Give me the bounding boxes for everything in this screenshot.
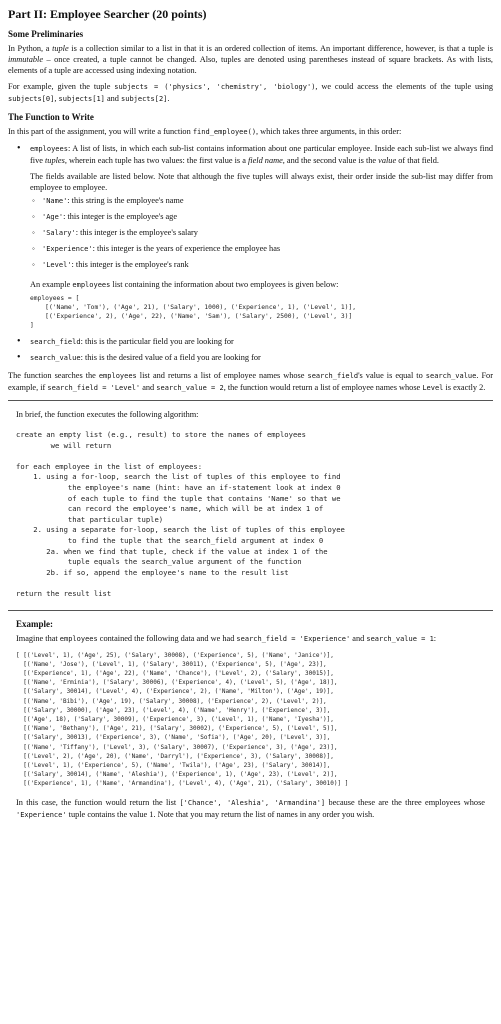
argument-employees-desc	[30, 143, 493, 166]
text: .	[167, 94, 170, 103]
text: : this integer is the employee's salary	[75, 228, 198, 237]
text: Imagine that	[16, 633, 60, 643]
text: , the function would return a list of employee names whose	[223, 383, 423, 392]
emphasis: field name	[247, 156, 283, 165]
emphasis-immutable: immutable	[8, 55, 44, 64]
text: : A list of lists, in which each sub-list contains information about one particular employee. Inside each sub-list we always find five	[30, 144, 493, 165]
text: list containing the information about two employees is given below:	[110, 280, 339, 289]
text: list and returns a list of employee names whose	[136, 371, 308, 380]
fields-paragraph: The fields available are listed below. Note that although the five tuples will always exist, their order inside the sub-list may differ from employee to employee.	[30, 172, 493, 192]
text: : this integer is the employee's rank	[71, 260, 189, 269]
text: and	[104, 94, 122, 103]
text: is a collection similar to a list in that it is an ordered collection of items. An important difference, however, is that a tuple is	[68, 44, 493, 53]
text: :	[433, 633, 437, 643]
inline-code: search_field	[30, 338, 81, 346]
inline-code: Level	[422, 384, 444, 392]
inline-code: subjects[0]	[8, 95, 55, 103]
field-level	[42, 259, 493, 275]
paragraph-function-summary	[8, 370, 493, 394]
text: In this case, the function would return the list	[16, 797, 180, 807]
example-heading: Example:	[16, 618, 53, 629]
algorithm-pseudocode: create an empty list (e.g., result) to store the names of employees we will return for each employee in the list of employees: 1. using a for-loop, search the list of tuples of this employee to find the employee's name (hint: have an if-statement look at index 0 of each tuple to find the tuple that contains 'Name' so that we can record the employee's name, which will be at index 1 of that particular tuple) 2. using a separate for-loop, search the list of tuples of this employee to find the tuple that the search_field argument at index 0 2a. when we find that tuple, check if the value at index 1 of the tuple equals the search_value argument of the function 2b. if so, append the employee's name to the result list return the result list	[16, 430, 345, 598]
paragraph-tuple-example	[8, 81, 493, 105]
text: , which takes three arguments, in this order:	[256, 127, 402, 136]
inline-code: 'Experience'	[16, 810, 67, 819]
text: of that field.	[396, 156, 439, 165]
text: An example	[30, 280, 73, 289]
text: , wherein each tuple has two values: the first value is a	[64, 156, 248, 165]
text: ,	[54, 94, 59, 103]
inline-code: subjects = ('physics', 'chemistry', 'biology')	[114, 83, 316, 91]
text: : this integer is the employee's age	[63, 212, 178, 221]
argument-search-value	[30, 352, 493, 364]
text: In this part of the assignment, you will write a function	[8, 127, 193, 136]
inline-code: 'Age'	[42, 213, 64, 221]
example-employees-data: [ [('Level', 1), ('Age', 25), ('Salary', 30008), ('Experience', 5), ('Name', 'Janice')], [('Name', 'Jose'), ('Level', 1), ('Salary', 30011), ('Experience', 5), ('Age', 23)], [('Experience', 1), ('Age', 22), ('Name', 'Chance'), ('Level', 2), ('Salary', 30015)], [('Name', 'Erminia'), ('Salary', 30006), ('Experience', 4), ('Level', 5), ('Age', 18)], [('Salary', 30014), ('Level', 4), ('Experience', 2), ('Name', 'Milton'), ('Age', 19)], [('Name', 'Bibi'), ('Age', 19), ('Salary', 30008), ('Experience', 2), ('Level', 2)], [('Salary', 30000), ('Age', 23), ('Level', 4), ('Name', 'Henry'), ('Experience', 3)], [('Age', 18), ('Salary', 30009), ('Experience', 3), ('Level', 1), ('Name', 'Iyesha')], [('Name', 'Bethany'), ('Age', 21), ('Salary', 30002), ('Experience', 5), ('Level', 5)], [('Salary', 30013), ('Experience', 3), ('Name', 'Sofia'), ('Age', 20), ('Level', 3)], [('Name', 'Tiffany'), ('Level', 3), ('Salary', 30007), ('Experience', 3), ('Age', 23)], [('Level', 2), ('Age', 20), ('Name', 'Darryl'), ('Experience', 3), ('Salary', 30008)], [('Level', 1), ('Experience', 5), ('Name', 'Twila'), ('Age', 23), ('Salary', 30014)], [('Salary', 30014), ('Name', 'Aleshia'), ('Experience', 1), ('Age', 23), ('Level', 2)], [('Experience', 1), ('Name', 'Armandina'), ('Level', 4), ('Age', 21), ('Salary', 30010)] ]	[16, 651, 349, 788]
text: contained the following data and we had	[97, 633, 237, 643]
argument-search-field	[30, 336, 493, 348]
text: . For example, if	[8, 371, 493, 392]
algorithm-box	[8, 401, 493, 606]
text: is exactly 2.	[443, 383, 486, 392]
inline-code: search_value	[425, 372, 477, 380]
text: The function searches the	[8, 371, 99, 380]
inline-code: search_value = 1	[366, 634, 434, 643]
paragraph-function-intro	[8, 126, 493, 138]
section-heading-preliminaries: Some Preliminaries	[8, 29, 84, 39]
argument-list	[8, 143, 493, 364]
inline-code: subjects[1]	[58, 95, 105, 103]
inline-code: find_employee()	[192, 128, 257, 136]
example-intro	[30, 279, 493, 291]
text: and	[350, 633, 367, 643]
example-section	[8, 611, 493, 821]
emphasis: value	[378, 156, 397, 165]
text: – once created, a tuple cannot be changed. Also, tuples are denoted using parentheses instead of square brackets. As with lists, elements of a tuple are accessed using indexing notation.	[8, 55, 493, 75]
field-experience	[42, 243, 493, 259]
inline-code: employees	[59, 634, 98, 643]
section-heading-function: The Function to Write	[8, 112, 94, 122]
text: : this integer is the years of experience the employee has	[92, 244, 281, 253]
inline-code: search_value	[30, 354, 81, 362]
example-intro-paragraph	[16, 633, 485, 645]
inline-code: subjects[2]	[121, 95, 168, 103]
inline-code: search_field = 'Experience'	[236, 634, 351, 643]
fields-list	[42, 195, 493, 275]
example-employees-code: employees = [ [('Name', 'Tom'), ('Age', 21), ('Salary', 1000), ('Experience', 1), ('Level', 1)], [('Experience', 2), ('Age', 22), ('Name', 'Sam'), ('Salary', 2500), ('Level', 3)] ]	[30, 295, 357, 329]
emphasis: tuples	[44, 156, 65, 165]
inline-code: 'Name'	[42, 197, 68, 205]
inline-code: employees	[30, 145, 68, 153]
text: 's value is equal to	[358, 371, 426, 380]
text: In Python, a	[8, 44, 53, 53]
inline-code: employees	[98, 372, 137, 380]
inline-code: search_field	[307, 372, 359, 380]
inline-code: search_value = 2	[156, 384, 224, 392]
inline-code: 'Experience'	[42, 245, 93, 253]
text: : this is the desired value of a field you are looking for	[80, 353, 261, 362]
text: , we could access the elements of the tuple using	[315, 82, 493, 91]
paragraph-tuple-definition	[8, 43, 493, 76]
text: and	[140, 383, 157, 392]
text: : this string is the employee's name	[67, 196, 184, 205]
text: , and the second value is the	[282, 156, 379, 165]
text: For example, given the tuple	[8, 82, 115, 91]
emphasis-tuple: tuple	[52, 44, 69, 53]
field-salary	[42, 227, 493, 243]
inline-code: employees	[72, 281, 111, 289]
algorithm-intro: In brief, the function executes the following algorithm:	[16, 410, 199, 419]
inline-code: 'Salary'	[42, 229, 76, 237]
text: tuple contains the value 1. Note that you may return the list of names in any order you wish.	[66, 809, 375, 819]
page-title: Part II: Employee Searcher (20 points)	[8, 7, 207, 21]
example-result-paragraph	[16, 797, 485, 821]
argument-employees	[30, 143, 493, 330]
field-name	[42, 195, 493, 211]
inline-code: ['Chance', 'Aleshia', 'Armandina']	[179, 798, 326, 807]
text: : this is the particular field you are looking for	[80, 337, 234, 346]
inline-code: search_field = 'Level'	[47, 384, 141, 392]
field-age	[42, 211, 493, 227]
text: because these are the three employees whose	[325, 797, 485, 807]
inline-code: 'Level'	[42, 261, 72, 269]
